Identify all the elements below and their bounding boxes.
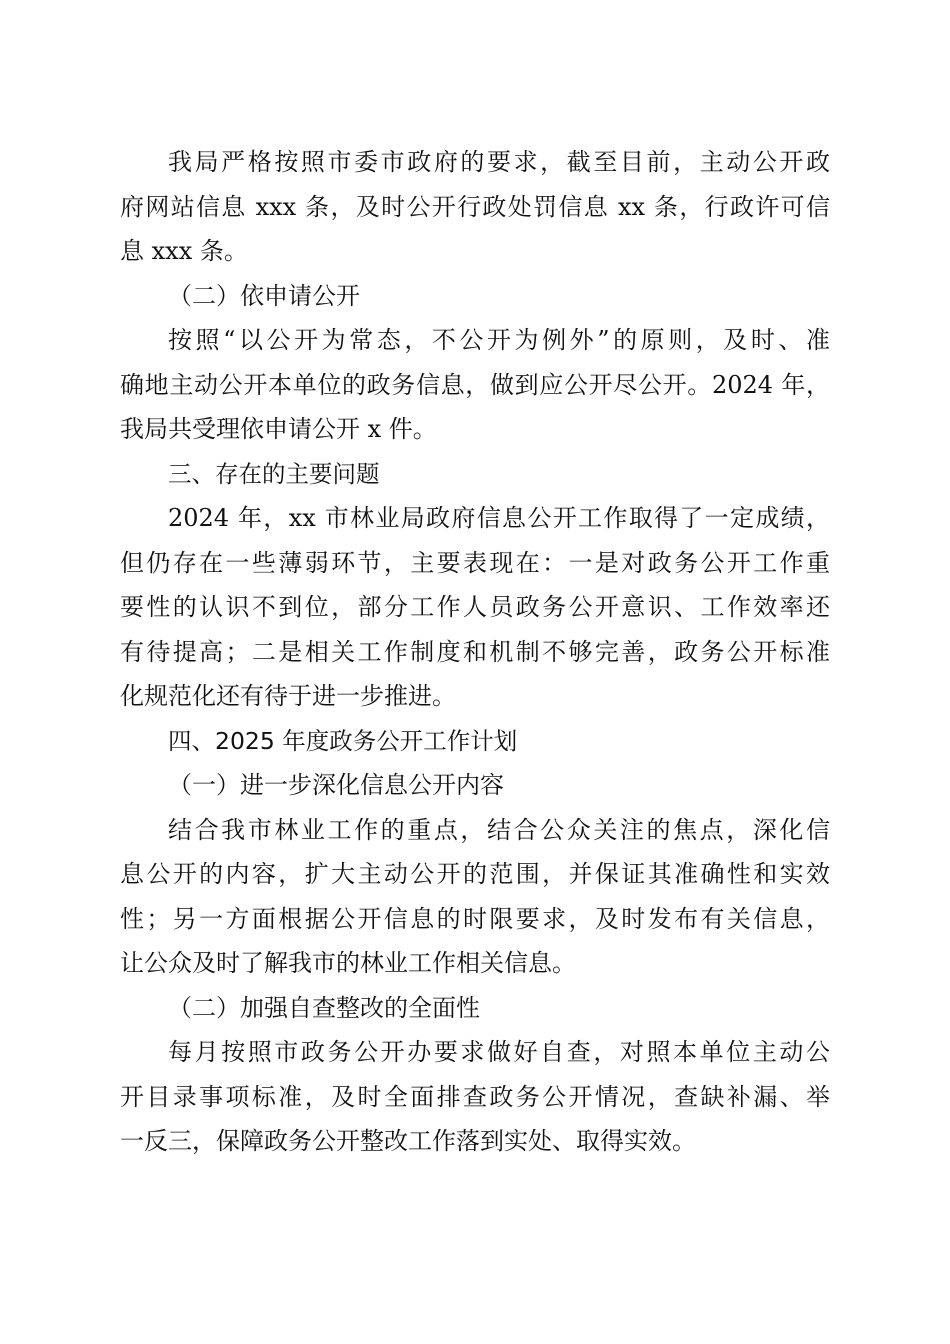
text-line: 确地主动公开本单位的政务信息，做到应公开尽公开。2024 年， bbox=[120, 370, 830, 399]
text-line: 让公众及时了解我市的林业工作相关信息。 bbox=[120, 949, 576, 977]
text-line: 息公开的内容，扩大主动公开的范围，并保证其准确性和实效 bbox=[120, 860, 830, 888]
paragraph-self-inspection bbox=[120, 1030, 830, 1164]
paragraph-problems bbox=[120, 496, 830, 719]
text-line: 一反三，保障政务公开整改工作落到实处、取得实效。 bbox=[120, 1127, 696, 1155]
subheading-deepen-content: （一）进一步深化信息公开内容 bbox=[168, 771, 504, 799]
subheading-self-inspection: （二）加强自查整改的全面性 bbox=[168, 993, 480, 1022]
text-line: 但仍存在一些薄弱环节，主要表现在：一是对政务公开工作重 bbox=[120, 548, 830, 577]
section-heading-problems: 三、存在的主要问题 bbox=[168, 459, 380, 488]
subheading-application-disclosure: （二）依申请公开 bbox=[168, 281, 360, 310]
text-line: 结合我市林业工作的重点，结合公众关注的焦点，深化信 bbox=[168, 815, 830, 844]
paragraph-disclosure-stats bbox=[120, 140, 830, 274]
text-line: 有待提高；二是相关工作制度和机制不够完善，政务公开标准 bbox=[120, 637, 830, 666]
document-page bbox=[120, 140, 830, 1164]
text-line: 我局共受理依申请公开 x 件。 bbox=[120, 415, 437, 443]
text-line: 府网站信息 xxx 条，及时公开行政处罚信息 xx 条，行政许可信 bbox=[120, 192, 830, 221]
text-line: 开目录事项标准，及时全面排查政务公开情况，查缺补漏、举 bbox=[120, 1082, 830, 1111]
text-line: 我局严格按照市委市政府的要求，截至目前，主动公开政 bbox=[168, 148, 830, 176]
text-line: 按照“以公开为常态，不公开为例外”的原则，及时、准 bbox=[168, 326, 830, 354]
text-line: 2024 年，xx 市林业局政府信息公开工作取得了一定成绩， bbox=[168, 504, 830, 532]
paragraph-application-disclosure bbox=[120, 318, 830, 452]
section-heading-plan: 四、2025 年度政务公开工作计划 bbox=[168, 726, 518, 755]
text-line: 性；另一方面根据公开信息的时限要求，及时发布有关信息， bbox=[120, 904, 830, 933]
text-line: 每月按照市政务公开办要求做好自查，对照本单位主动公 bbox=[168, 1038, 830, 1066]
text-line: 要性的认识不到位，部分工作人员政务公开意识、工作效率还 bbox=[120, 593, 830, 621]
text-line: 息 xxx 条。 bbox=[120, 237, 248, 265]
paragraph-deepen-content bbox=[120, 808, 830, 986]
text-line: 化规范化还有待于进一步推进。 bbox=[120, 682, 456, 710]
